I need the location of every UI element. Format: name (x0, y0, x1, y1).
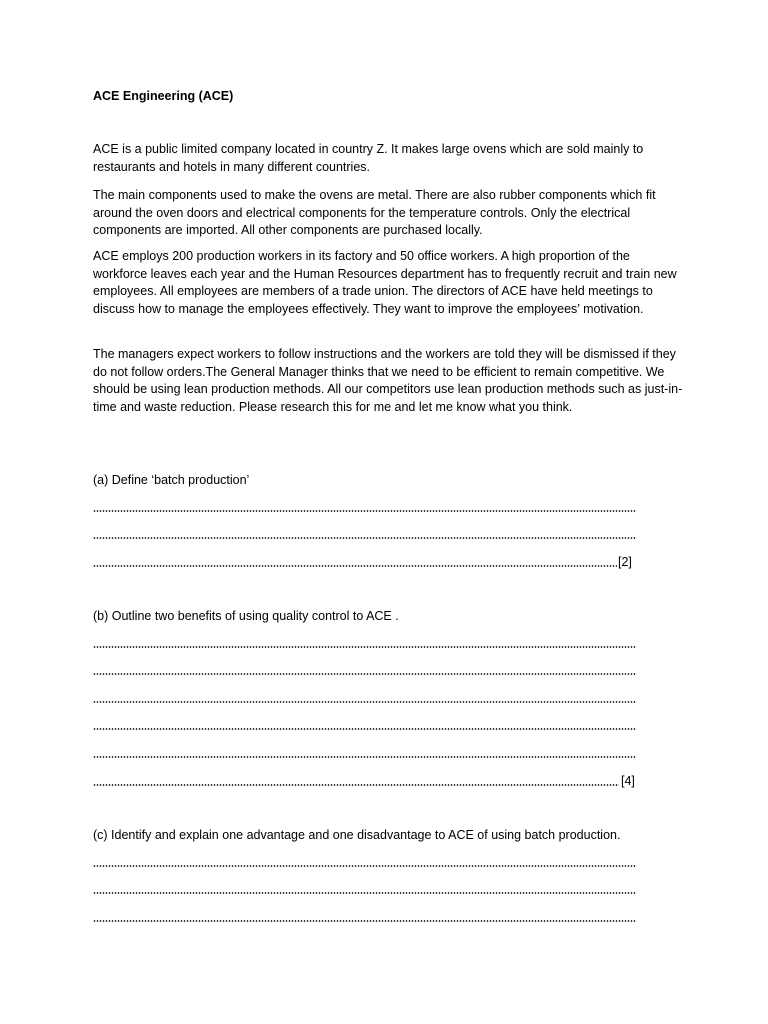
question-c-label: (c) Identify and explain one advantage and one disadvantage to ACE of using batch production. (93, 828, 621, 842)
question-c-answer-line[interactable] (93, 920, 636, 922)
employees-paragraph: ACE employs 200 production workers in its factory and 50 office workers. A high proportion of the workforce leaves each year and the Human Resources department has to frequently recruit and train new employees. All employees are members of a trade union. The directors of ACE have held meetings to discuss how to manage the employees effectively. They want to improve the employees’ motivation. (93, 249, 677, 316)
document-title: ACE Engineering (ACE) (93, 89, 234, 103)
question-b-answer-line[interactable] (93, 756, 636, 758)
question-a-answer-line[interactable] (93, 510, 636, 512)
intro-paragraph: ACE is a public limited company located in country Z. It makes large ovens which are sold mainly to restaurants and hotels in many different countries. (93, 142, 644, 174)
components-paragraph: The main components used to make the ovens are metal. There are also rubber components which fit around the oven doors and electrical components for the temperature controls. Only the electrical components are imported. All other components are purchased locally. (93, 188, 656, 238)
question-b-label: (b) Outline two benefits of using quality control to ACE . (93, 609, 399, 623)
question-b-answer-line[interactable] (93, 646, 636, 648)
question-a-marks: [2] (618, 555, 632, 569)
question-b-marks: [4] (621, 774, 635, 788)
question-c-answer-line[interactable] (93, 892, 636, 894)
question-a-answer-line[interactable] (93, 537, 636, 539)
question-b-answer-line[interactable] (93, 701, 636, 703)
question-a-label: (a) Define ‘batch production’ (93, 473, 250, 487)
question-c-answer-line[interactable] (93, 865, 636, 867)
question-b-answer-line[interactable] (93, 673, 636, 675)
question-a-answer-line[interactable] (93, 565, 617, 567)
question-b-answer-line[interactable] (93, 784, 619, 786)
managers-paragraph: The managers expect workers to follow instructions and the workers are told they will be dismissed if they do not follow orders.The General Manager thinks that we need to be efficient to remain competitive. We should be using lean production methods. All our competitors use lean production methods such as just-in-time and waste reduction. Please research this for me and let me know what you think. (93, 347, 683, 414)
question-b-answer-line[interactable] (93, 728, 636, 730)
